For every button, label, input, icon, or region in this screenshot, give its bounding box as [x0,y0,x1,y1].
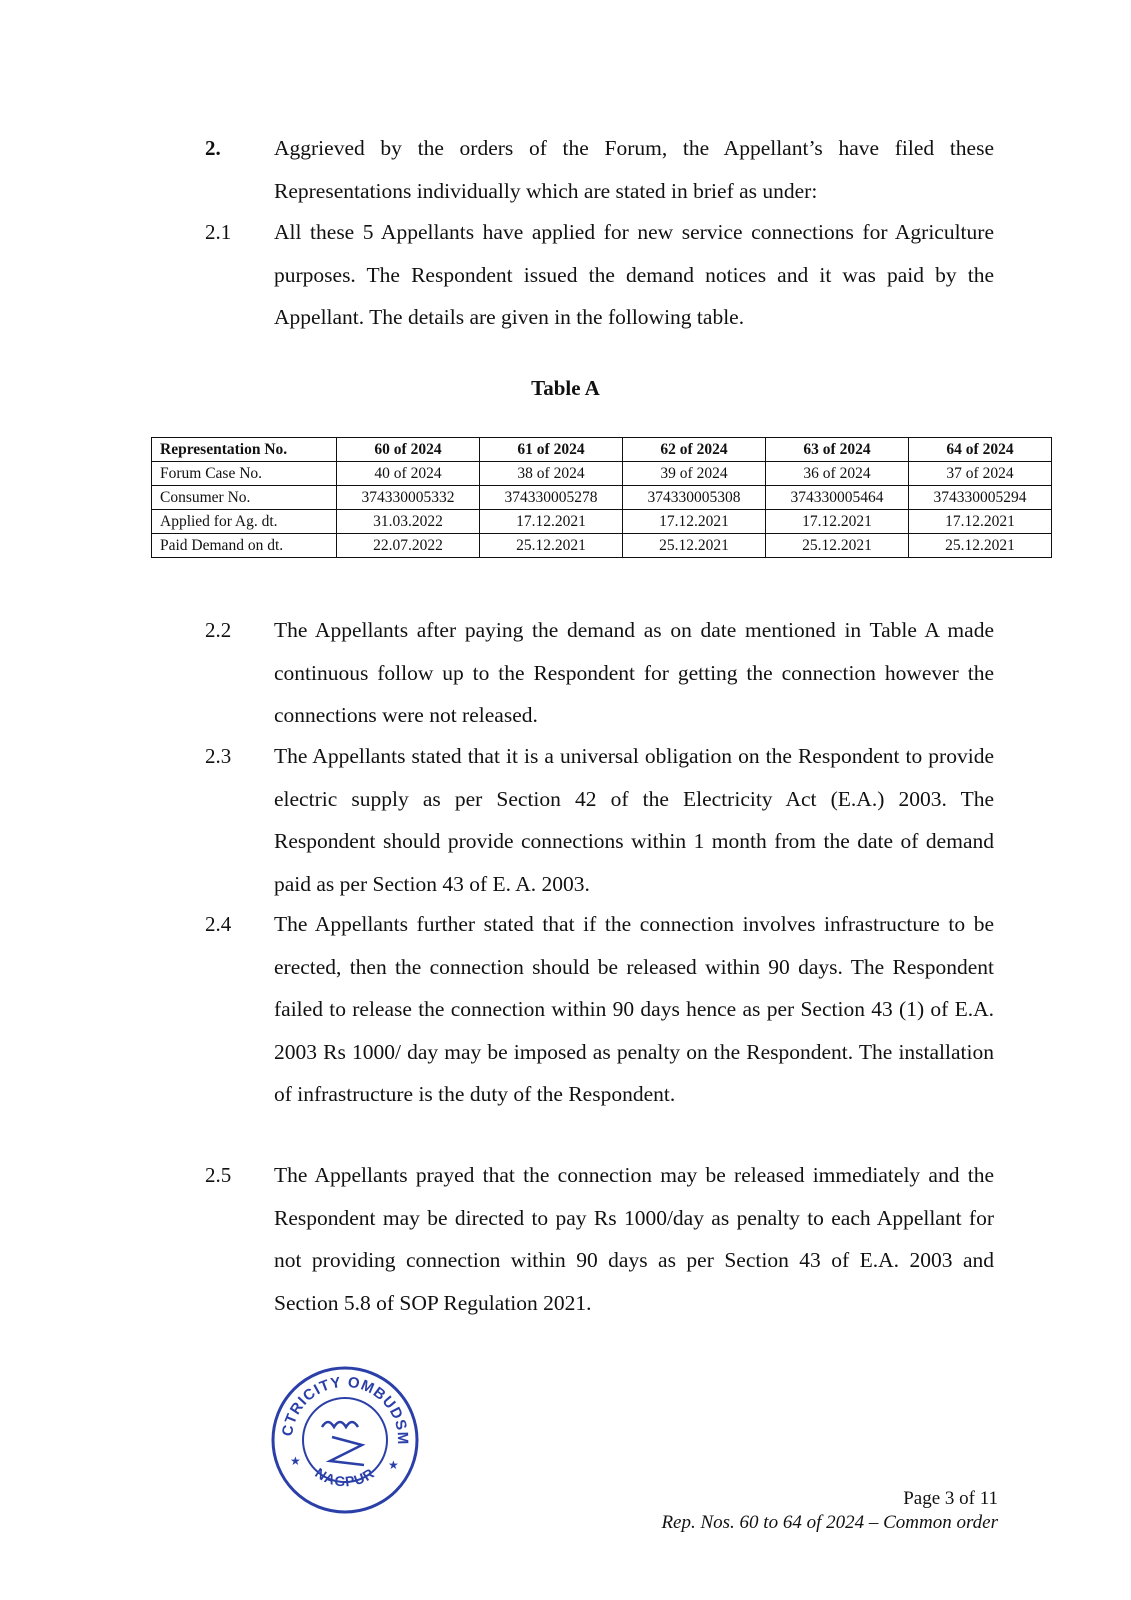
table-cell: 38 of 2024 [480,462,623,486]
table-cell: 374330005308 [623,486,766,510]
table-cell: 374330005294 [909,486,1052,510]
table-cell: 36 of 2024 [766,462,909,486]
table-cell: Consumer No. [152,486,337,510]
paragraph-text: The Appellants after paying the demand as on date mentioned in Table A made continuous follow up to the Respondent for getting the connection however the connections were not released. [274,618,994,727]
paragraph-number: 2.5 [205,1163,232,1187]
paragraph-number: 2. [205,136,221,160]
paragraph-number: 2.1 [205,220,232,244]
table-cell: 61 of 2024 [480,438,623,462]
paragraph-text: The Appellants further stated that if the connection involves infrastructure to be erected, then the connection should be released within 90 days. The Respondent failed to release the connection within 90 days hence as per Section 43 (1) of E.A. 2003 Rs 1000/ day may be imposed as penalty on the Respondent. The installation of infrastructure is the duty of the Respondent. [274,912,994,1106]
table-cell: 64 of 2024 [909,438,1052,462]
table-cell: Applied for Ag. dt. [152,510,337,534]
table-row [152,510,1052,534]
table-cell: 25.12.2021 [909,534,1052,558]
table-cell: 374330005278 [480,486,623,510]
table-cell: 37 of 2024 [909,462,1052,486]
table-cell: Representation No. [152,438,337,462]
table-cell: 374330005464 [766,486,909,510]
svg-text:★: ★ [290,1454,301,1468]
paragraph-text: The Appellants stated that it is a universal obligation on the Respondent to provide electric supply as per Section 42 of the Electricity Act (E.A.) 2003. The Respondent should provide connections within 1 month from the date of demand paid as per Section 43 of E. A. 2003. [274,744,994,896]
table-cell: Forum Case No. [152,462,337,486]
page-number: Page 3 of 11 [903,1488,998,1509]
table-cell: 40 of 2024 [337,462,480,486]
table-cell: 31.03.2022 [337,510,480,534]
seal-icon [270,1365,420,1515]
table-cell: 25.12.2021 [480,534,623,558]
table-cell: 22.07.2022 [337,534,480,558]
table-cell: 63 of 2024 [766,438,909,462]
table-title: Table A [531,376,600,400]
table-row [152,486,1052,510]
details-table [151,437,1052,558]
table-cell: 17.12.2021 [909,510,1052,534]
paragraph-text: Aggrieved by the orders of the Forum, the Appellant’s have filed these Representations individually which are stated in brief as under: [274,136,994,203]
ombudsman-seal [270,1365,420,1515]
footer-reference: Rep. Nos. 60 to 64 of 2024 – Common order [661,1512,998,1533]
table-cell: 25.12.2021 [766,534,909,558]
paragraph-number: 2.4 [205,912,232,936]
table-cell: Paid Demand on dt. [152,534,337,558]
svg-text:★: ★ [388,1458,399,1472]
paragraph-text: The Appellants prayed that the connection may be released immediately and the Respondent may be directed to pay Rs 1000/day as penalty to each Appellant for not providing connection within 90 days as per Section 43 of E.A. 2003 and Section 5.8 of SOP Regulation 2021. [274,1163,994,1315]
table-row [152,534,1052,558]
table-cell: 60 of 2024 [337,438,480,462]
table-cell: 17.12.2021 [480,510,623,534]
paragraph-number: 2.2 [205,618,232,642]
table-cell: 25.12.2021 [623,534,766,558]
table-cell: 17.12.2021 [623,510,766,534]
svg-text:NAGPUR: NAGPUR [312,1464,378,1490]
table-cell: 17.12.2021 [766,510,909,534]
table-cell: 62 of 2024 [623,438,766,462]
table-row [152,438,1052,462]
table-row [152,462,1052,486]
paragraph-number: 2.3 [205,744,232,768]
table-cell: 39 of 2024 [623,462,766,486]
svg-text:ELECTRICITY OMBUDSMAN: CTRICITY OMBUDSM [278,1373,412,1446]
table-cell: 374330005332 [337,486,480,510]
paragraph-text: All these 5 Appellants have applied for new service connections for Agriculture purposes. The Respondent issued the demand notices and it was paid by the Appellant. The details are given in the following table. [274,220,994,329]
